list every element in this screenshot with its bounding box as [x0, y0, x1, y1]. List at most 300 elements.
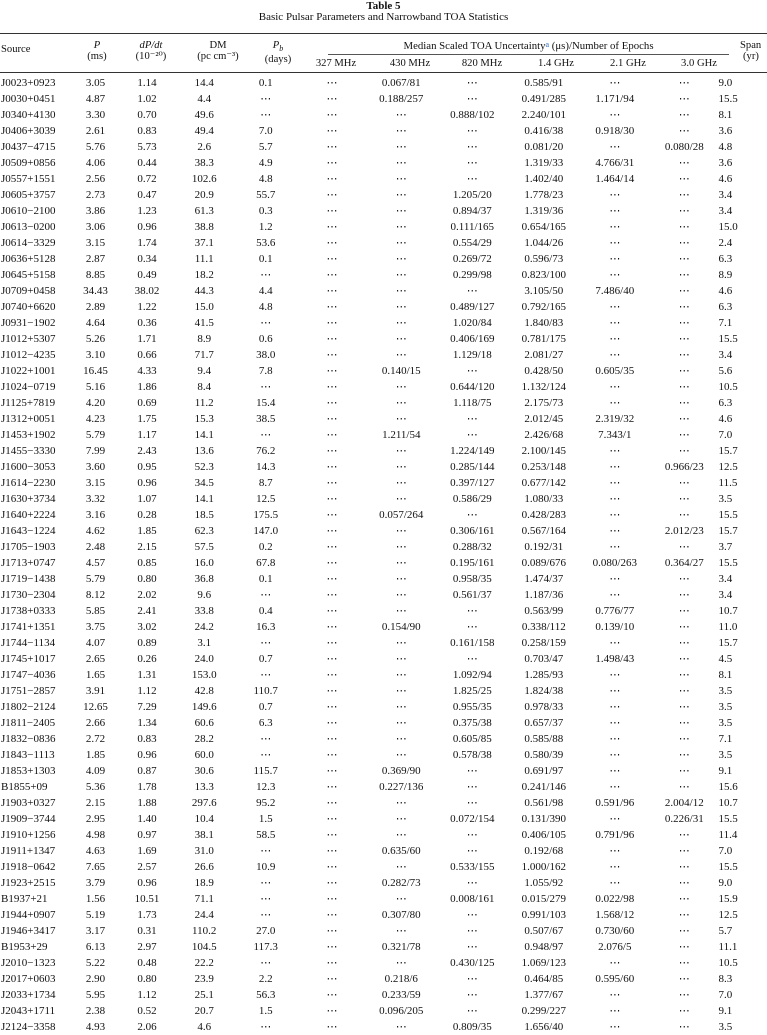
cell-toa-2100: ⋯ [609, 813, 621, 825]
cell-source: J0437−4715 [1, 141, 56, 153]
cell-toa-1400: 0.580/39 [524, 749, 564, 761]
cell-pb: 0.3 [258, 205, 273, 217]
cell-toa-327: ⋯ [326, 365, 338, 377]
cell-toa-327: ⋯ [326, 477, 338, 489]
cell-period: 4.87 [85, 93, 106, 105]
cell-span: 8.9 [718, 269, 733, 281]
cell-toa-3000: ⋯ [678, 77, 690, 89]
table-row [0, 747, 767, 763]
cell-pb: 5.7 [258, 141, 273, 153]
cell-span: 6.3 [718, 301, 733, 313]
cell-toa-2100: ⋯ [609, 461, 621, 473]
cell-toa-430: 0.233/59 [381, 989, 421, 1001]
cell-pdot: 1.73 [137, 909, 157, 921]
cell-pb: 0.4 [258, 605, 273, 617]
cell-pdot: 1.22 [137, 301, 157, 313]
cell-toa-2100: 0.595/60 [595, 973, 635, 985]
cell-span: 7.0 [718, 429, 733, 441]
cell-toa-1400: 0.464/85 [524, 973, 564, 985]
cell-pdot: 0.80 [137, 573, 157, 585]
cell-pdot: 0.34 [137, 253, 157, 265]
cell-toa-820: ⋯ [466, 925, 478, 937]
cell-toa-327: ⋯ [326, 557, 338, 569]
cell-period: 2.38 [85, 1005, 106, 1017]
cell-toa-430: ⋯ [395, 557, 407, 569]
cell-toa-3000: ⋯ [678, 173, 690, 185]
table-row [0, 795, 767, 811]
cell-toa-820: 0.561/37 [452, 589, 492, 601]
cell-toa-3000: ⋯ [678, 669, 690, 681]
cell-period: 2.87 [85, 253, 106, 265]
cell-toa-327: ⋯ [326, 813, 338, 825]
cell-source: B1953+29 [1, 941, 48, 953]
cell-toa-1400: 1.069/123 [521, 957, 566, 969]
cell-period: 4.20 [85, 397, 106, 409]
cell-toa-2100: ⋯ [609, 957, 621, 969]
cell-toa-430: ⋯ [395, 653, 407, 665]
cell-toa-820: 0.430/125 [450, 957, 495, 969]
cell-toa-430: ⋯ [395, 333, 407, 345]
cell-pdot: 0.31 [137, 925, 157, 937]
cell-pdot: 0.97 [137, 829, 157, 841]
cell-toa-430: ⋯ [395, 589, 407, 601]
cell-span: 15.7 [718, 445, 738, 457]
table-row [0, 395, 767, 411]
cell-dm: 14.1 [194, 493, 214, 505]
cell-toa-430: ⋯ [395, 637, 407, 649]
cell-toa-430: ⋯ [395, 189, 407, 201]
cell-toa-1400: 1.319/36 [524, 205, 564, 217]
cell-toa-1400: 1.402/40 [524, 173, 564, 185]
cell-toa-327: ⋯ [326, 525, 338, 537]
cell-toa-430: ⋯ [395, 573, 407, 585]
cell-pdot: 1.02 [137, 93, 157, 105]
cell-period: 4.93 [85, 1021, 106, 1033]
cell-toa-430: ⋯ [395, 957, 407, 969]
cell-pb: ⋯ [260, 93, 272, 105]
cell-toa-327: ⋯ [326, 381, 338, 393]
cell-toa-3000: ⋯ [678, 109, 690, 121]
cell-toa-1400: 1.187/36 [524, 589, 564, 601]
cell-toa-2100: ⋯ [609, 765, 621, 777]
cell-span: 11.4 [718, 829, 738, 841]
cell-toa-2100: ⋯ [609, 317, 621, 329]
cell-toa-327: ⋯ [326, 701, 338, 713]
table-row [0, 491, 767, 507]
cell-toa-2100: ⋯ [609, 381, 621, 393]
cell-dm: 149.6 [191, 701, 217, 713]
cell-toa-820: 0.161/158 [450, 637, 495, 649]
cell-period: 3.91 [85, 685, 106, 697]
cell-toa-2100: ⋯ [609, 877, 621, 889]
cell-pdot: 0.44 [137, 157, 157, 169]
footnote-link[interactable]: a [545, 40, 550, 49]
cell-toa-2100: ⋯ [609, 541, 621, 553]
cell-toa-820: ⋯ [466, 989, 478, 1001]
top-rule [0, 33, 767, 34]
cell-toa-327: ⋯ [326, 205, 338, 217]
cell-toa-327: ⋯ [326, 845, 338, 857]
cell-period: 1.65 [85, 669, 106, 681]
cell-toa-3000: ⋯ [678, 285, 690, 297]
cell-period: 6.13 [85, 941, 106, 953]
cell-period: 4.62 [85, 525, 106, 537]
cell-toa-430: ⋯ [395, 301, 407, 313]
cell-pb: 1.5 [258, 813, 273, 825]
table-row [0, 91, 767, 107]
cell-toa-430: 0.067/81 [381, 77, 421, 89]
table-row [0, 587, 767, 603]
cell-dm: 104.5 [191, 941, 217, 953]
cell-toa-3000: ⋯ [678, 877, 690, 889]
group-rule [328, 54, 729, 55]
cell-span: 7.0 [718, 845, 733, 857]
cell-toa-820: ⋯ [466, 173, 478, 185]
cell-dm: 18.2 [194, 269, 214, 281]
cell-span: 3.4 [718, 573, 733, 585]
cell-pdot: 0.96 [137, 477, 157, 489]
cell-toa-3000: ⋯ [678, 365, 690, 377]
cell-toa-1400: 0.781/175 [521, 333, 566, 345]
table-subtitle: Basic Pulsar Parameters and Narrowband TOA Statistics [258, 11, 509, 23]
cell-dm: 37.1 [194, 237, 214, 249]
cell-toa-430: ⋯ [395, 493, 407, 505]
cell-dm: 71.7 [194, 349, 214, 361]
cell-span: 3.5 [718, 1021, 733, 1033]
cell-toa-2100: ⋯ [609, 189, 621, 201]
cell-toa-2100: ⋯ [609, 637, 621, 649]
cell-span: 15.6 [718, 781, 738, 793]
cell-period: 5.22 [85, 957, 106, 969]
cell-toa-1400: 1.055/92 [524, 877, 564, 889]
cell-period: 2.90 [85, 973, 106, 985]
cell-period: 5.85 [85, 605, 106, 617]
table-row [0, 107, 767, 123]
cell-dm: 28.2 [194, 733, 214, 745]
cell-span: 3.4 [718, 349, 733, 361]
cell-pdot: 1.75 [137, 413, 157, 425]
cell-toa-820: 0.489/127 [450, 301, 495, 313]
cell-source: J1946+3417 [1, 925, 56, 937]
cell-toa-1400: 0.948/97 [524, 941, 564, 953]
cell-toa-820: 0.554/29 [452, 237, 492, 249]
cell-toa-3000: ⋯ [678, 157, 690, 169]
cell-toa-820: 1.129/18 [452, 349, 492, 361]
cell-toa-3000: ⋯ [678, 749, 690, 761]
cell-pdot: 2.06 [137, 1021, 157, 1033]
cell-toa-327: ⋯ [326, 797, 338, 809]
cell-pb: 8.7 [258, 477, 273, 489]
cell-pdot: 0.49 [137, 269, 157, 281]
cell-toa-327: ⋯ [326, 589, 338, 601]
cell-pb: 4.4 [258, 285, 273, 297]
cell-toa-327: ⋯ [326, 717, 338, 729]
cell-source: J1918−0642 [1, 861, 56, 873]
cell-toa-327: ⋯ [326, 973, 338, 985]
cell-toa-2100: ⋯ [609, 141, 621, 153]
cell-pb: ⋯ [260, 957, 272, 969]
cell-toa-3000: 0.364/27 [664, 557, 704, 569]
table-row [0, 507, 767, 523]
cell-toa-1400: 0.978/33 [524, 701, 564, 713]
cell-toa-820: ⋯ [466, 413, 478, 425]
cell-source: J0709+0458 [1, 285, 56, 297]
cell-span: 3.4 [718, 205, 733, 217]
cell-pdot: 1.74 [137, 237, 157, 249]
cell-toa-430: ⋯ [395, 925, 407, 937]
cell-toa-327: ⋯ [326, 445, 338, 457]
cell-toa-1400: 1.319/33 [524, 157, 564, 169]
cell-period: 2.73 [85, 189, 106, 201]
cell-span: 8.1 [718, 109, 733, 121]
cell-period: 34.43 [83, 285, 108, 297]
cell-toa-820: 0.888/102 [450, 109, 495, 121]
cell-toa-327: ⋯ [326, 781, 338, 793]
cell-toa-1400: 0.507/67 [524, 925, 564, 937]
cell-period: 4.06 [85, 157, 106, 169]
table-row [0, 251, 767, 267]
cell-dm: 24.2 [194, 621, 214, 633]
cell-toa-327: ⋯ [326, 509, 338, 521]
cell-toa-1400: 1.656/40 [524, 1021, 564, 1033]
cell-toa-1400: 0.654/165 [521, 221, 566, 233]
cell-toa-327: ⋯ [326, 893, 338, 905]
cell-dm: 44.3 [194, 285, 214, 297]
table-row [0, 283, 767, 299]
cell-pdot: 1.12 [137, 685, 157, 697]
cell-pdot: 0.95 [137, 461, 157, 473]
cell-toa-1400: 0.792/165 [521, 301, 566, 313]
table-row [0, 1003, 767, 1019]
cell-source: J0645+5158 [1, 269, 56, 281]
cell-pdot: 0.96 [137, 877, 157, 889]
cell-pb: 0.1 [258, 573, 273, 585]
cell-dm: 26.6 [194, 861, 214, 873]
cell-toa-3000: ⋯ [678, 829, 690, 841]
cell-toa-1400: 0.241/146 [521, 781, 566, 793]
cell-span: 5.6 [718, 365, 733, 377]
cell-toa-1400: 0.258/159 [521, 637, 566, 649]
cell-dm: 14.1 [194, 429, 214, 441]
cell-pdot: 1.31 [137, 669, 157, 681]
cell-period: 2.66 [85, 717, 106, 729]
cell-toa-3000: ⋯ [678, 429, 690, 441]
table-row [0, 379, 767, 395]
cell-toa-1400: 0.406/105 [521, 829, 566, 841]
cell-toa-820: 1.825/25 [452, 685, 492, 697]
cell-toa-1400: 2.081/27 [524, 349, 564, 361]
cell-pdot: 4.33 [137, 365, 157, 377]
cell-period: 2.48 [85, 541, 106, 553]
cell-toa-820: 0.195/161 [450, 557, 495, 569]
cell-dm: 153.0 [191, 669, 217, 681]
cell-span: 3.7 [718, 541, 733, 553]
cell-source: J1713+0747 [1, 557, 56, 569]
cell-source: J0557+1551 [1, 173, 56, 185]
cell-pdot: 5.73 [137, 141, 157, 153]
cell-period: 7.65 [85, 861, 106, 873]
cell-toa-430: ⋯ [395, 541, 407, 553]
cell-pdot: 0.89 [137, 637, 157, 649]
cell-toa-2100: ⋯ [609, 861, 621, 873]
cell-toa-430: ⋯ [395, 717, 407, 729]
cell-pb: 16.3 [256, 621, 276, 633]
cell-toa-327: ⋯ [326, 749, 338, 761]
cell-toa-820: ⋯ [466, 829, 478, 841]
cell-toa-2100: ⋯ [609, 733, 621, 745]
cell-pdot: 0.48 [137, 957, 157, 969]
table-row [0, 619, 767, 635]
cell-toa-430: 0.057/264 [379, 509, 424, 521]
table-row [0, 923, 767, 939]
cell-toa-327: ⋯ [326, 861, 338, 873]
cell-toa-3000: ⋯ [678, 221, 690, 233]
cell-period: 3.60 [85, 461, 106, 473]
cell-toa-820: 0.306/161 [450, 525, 495, 537]
cell-dm: 11.2 [194, 397, 214, 409]
cell-period: 3.75 [85, 621, 106, 633]
cell-dm: 8.4 [197, 381, 212, 393]
table-row [0, 987, 767, 1003]
cell-toa-2100: 0.730/60 [595, 925, 635, 937]
cell-toa-430: 0.369/90 [381, 765, 421, 777]
cell-toa-1400: 0.131/390 [521, 813, 566, 825]
cell-toa-430: 0.218/6 [384, 973, 418, 985]
cell-dm: 9.4 [197, 365, 212, 377]
cell-toa-3000: ⋯ [678, 765, 690, 777]
cell-dm: 4.4 [197, 93, 212, 105]
cell-toa-2100: 0.139/10 [595, 621, 635, 633]
cell-pb: ⋯ [260, 317, 272, 329]
cell-toa-3000: 0.080/28 [664, 141, 704, 153]
table-row [0, 331, 767, 347]
cell-source: J1944+0907 [1, 909, 56, 921]
cell-period: 2.89 [85, 301, 106, 313]
cell-dm: 41.5 [194, 317, 214, 329]
cell-toa-327: ⋯ [326, 157, 338, 169]
cell-toa-327: ⋯ [326, 1021, 338, 1033]
cell-toa-1400: 0.657/37 [524, 717, 564, 729]
cell-pdot: 1.14 [137, 77, 157, 89]
cell-pdot: 0.83 [137, 125, 157, 137]
cell-toa-327: ⋯ [326, 733, 338, 745]
cell-pb: 27.0 [256, 925, 276, 937]
cell-toa-327: ⋯ [326, 829, 338, 841]
cell-toa-327: ⋯ [326, 573, 338, 585]
table-row [0, 139, 767, 155]
cell-toa-2100: 4.766/31 [595, 157, 635, 169]
cell-period: 2.56 [85, 173, 106, 185]
cell-toa-2100: ⋯ [609, 221, 621, 233]
cell-toa-3000: ⋯ [678, 413, 690, 425]
cell-toa-3000: ⋯ [678, 589, 690, 601]
cell-dm: 18.5 [194, 509, 214, 521]
table-row [0, 299, 767, 315]
cell-source: J1910+1256 [1, 829, 56, 841]
cell-toa-2100: 7.343/1 [598, 429, 632, 441]
header-327mhz: 327 MHz [315, 58, 357, 69]
cell-pdot: 1.40 [137, 813, 157, 825]
cell-toa-327: ⋯ [326, 941, 338, 953]
cell-span: 15.9 [718, 893, 738, 905]
cell-pdot: 0.52 [137, 1005, 157, 1017]
table-row [0, 315, 767, 331]
header-pdot: dP/dt (10⁻²⁰) [135, 40, 167, 62]
cell-toa-327: ⋯ [326, 429, 338, 441]
cell-toa-3000: ⋯ [678, 989, 690, 1001]
cell-toa-430: ⋯ [395, 413, 407, 425]
cell-pdot: 2.57 [137, 861, 157, 873]
cell-dm: 38.3 [194, 157, 214, 169]
cell-span: 15.5 [718, 93, 738, 105]
table-row [0, 539, 767, 555]
cell-toa-1400: 1.080/33 [524, 493, 564, 505]
cell-period: 5.19 [85, 909, 106, 921]
cell-period: 4.98 [85, 829, 106, 841]
cell-toa-327: ⋯ [326, 637, 338, 649]
cell-toa-327: ⋯ [326, 461, 338, 473]
cell-span: 15.7 [718, 525, 738, 537]
cell-toa-1400: 0.585/88 [524, 733, 564, 745]
cell-toa-2100: ⋯ [609, 589, 621, 601]
cell-pdot: 0.47 [137, 189, 157, 201]
cell-toa-3000: ⋯ [678, 845, 690, 857]
cell-pdot: 0.96 [137, 221, 157, 233]
cell-toa-820: 0.644/120 [450, 381, 495, 393]
cell-source: J1630+3734 [1, 493, 56, 505]
cell-pb: 4.9 [258, 157, 273, 169]
cell-span: 4.5 [718, 653, 733, 665]
cell-span: 7.1 [718, 317, 733, 329]
cell-pb: 1.5 [258, 1005, 273, 1017]
table-row [0, 651, 767, 667]
cell-pb: 56.3 [256, 989, 276, 1001]
cell-pb: ⋯ [260, 381, 272, 393]
cell-toa-3000: ⋯ [678, 1021, 690, 1033]
cell-dm: 61.3 [194, 205, 214, 217]
cell-source: J1012+5307 [1, 333, 56, 345]
cell-source: J0340+4130 [1, 109, 56, 121]
cell-toa-2100: 2.319/32 [595, 413, 635, 425]
cell-source: J1811−2405 [1, 717, 56, 729]
cell-period: 5.36 [85, 781, 106, 793]
cell-span: 8.1 [718, 669, 733, 681]
cell-toa-430: ⋯ [395, 685, 407, 697]
cell-toa-3000: ⋯ [678, 685, 690, 697]
cell-pb: 53.6 [256, 237, 276, 249]
cell-pdot: 38.02 [134, 285, 160, 297]
table-row [0, 219, 767, 235]
cell-toa-1400: 0.089/676 [521, 557, 566, 569]
table-row [0, 731, 767, 747]
cell-toa-3000: ⋯ [678, 125, 690, 137]
cell-toa-327: ⋯ [326, 333, 338, 345]
cell-toa-3000: 0.966/23 [664, 461, 704, 473]
cell-toa-820: 0.375/38 [452, 717, 492, 729]
cell-toa-3000: ⋯ [678, 909, 690, 921]
cell-toa-3000: ⋯ [678, 941, 690, 953]
cell-source: J1909−3744 [1, 813, 56, 825]
cell-source: J1640+2224 [1, 509, 56, 521]
header-820mhz: 820 MHz [461, 58, 503, 69]
cell-toa-2100: ⋯ [609, 525, 621, 537]
cell-pdot: 0.36 [137, 317, 157, 329]
cell-pdot: 1.88 [137, 797, 157, 809]
cell-toa-820: 1.020/84 [452, 317, 492, 329]
cell-span: 4.6 [718, 413, 733, 425]
cell-toa-820: ⋯ [466, 285, 478, 297]
cell-period: 5.79 [85, 573, 106, 585]
